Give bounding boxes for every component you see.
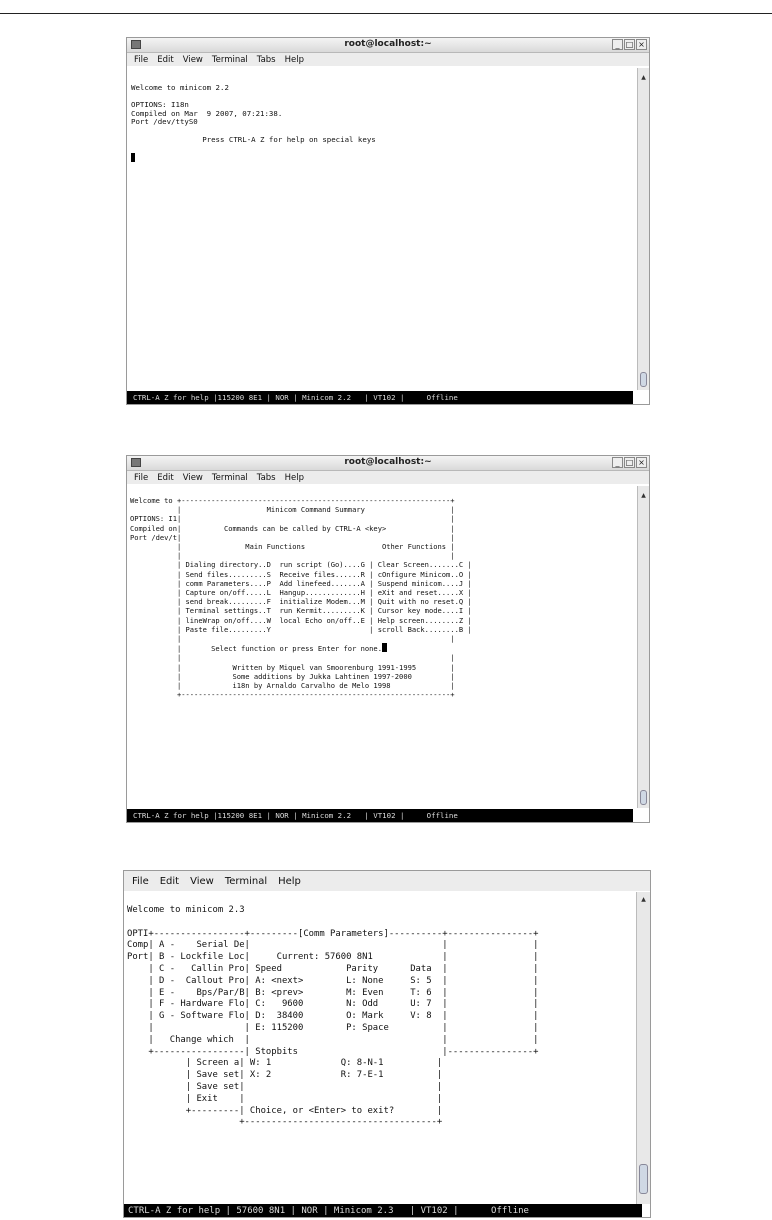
close-icon[interactable]: × [636, 39, 647, 50]
status-bar: CTRL-A Z for help |115200 8E1 | NOR | Minicom 2.2 | VT102 | Offline [127, 809, 633, 822]
status-bar: CTRL-A Z for help |115200 8E1 | NOR | Minicom 2.2 | VT102 | Offline [127, 391, 633, 404]
menu-bar [127, 471, 649, 484]
menu-file[interactable]: File [134, 54, 149, 65]
close-icon[interactable]: × [636, 457, 647, 468]
scroll-up-icon[interactable]: ▲ [641, 896, 646, 903]
window-title: root@localhost:~ [344, 457, 432, 467]
minimize-icon[interactable]: _ [612, 39, 623, 50]
menu-edit[interactable]: Edit [159, 875, 180, 887]
menu-terminal[interactable]: Terminal [211, 54, 248, 65]
menu-view[interactable]: View [182, 54, 203, 65]
scrollbar[interactable] [636, 892, 650, 1204]
terminal-window-3 [123, 870, 651, 1218]
menu-bar [127, 53, 649, 66]
menu-help[interactable]: Help [284, 472, 305, 483]
text-cursor [131, 153, 135, 162]
terminal-output[interactable] [124, 892, 636, 1202]
menu-terminal[interactable]: Terminal [224, 875, 268, 887]
comm-parameters-text: Welcome to minicom 2.3 OPTI+-----------------+---------[Comm Parameters]----------+----------------+ Comp| A - Serial De| | | Port| B - Lockfile Loc| Current: 57600 8N1 | | | C - Callin Pro| Speed Parity Data | | | D - Callout Pro| A: <next> L: None S: 5 | | | E - Bps/Par/B| B: <prev> M: Even T: 6 | | | F - Hardware Flo| C: 9600 N: Odd U: 7 | | | G - Software Flo| D: 38400 O: Mark V: 8 | | | | E: 115200 P: Space | | | Change which | | | +-----------------| Stopbits |----------------+ | Screen a| W: 1 Q: 8-N-1 | | Save set| X: 2 R: 7-E-1 | | Save set| | | Exit | | +---------| Choice, or <Enter> to exit? | +------------------------------------+ [127, 905, 539, 1128]
menu-terminal[interactable]: Terminal [211, 472, 248, 483]
command-summary-tail: | | | Written by Miquel van Smoorenburg 1991-1995 | | Some additions by Jukka Lahtinen 1997-2000 | | i18n by Arnaldo Carvalho de Melo 1998 | +---------------------------------------------------------------+ [176, 653, 455, 700]
menu-tabs[interactable]: Tabs [256, 54, 276, 65]
scroll-up-icon[interactable]: ▲ [641, 492, 646, 499]
scroll-thumb[interactable] [640, 372, 647, 387]
title-bar[interactable] [127, 38, 649, 53]
menu-view[interactable]: View [182, 472, 203, 483]
text-cursor [382, 643, 387, 652]
maximize-icon[interactable]: □ [625, 458, 634, 467]
title-bar[interactable] [127, 456, 649, 471]
minimize-icon[interactable]: _ [612, 457, 623, 468]
terminal-window-1 [126, 37, 650, 405]
menu-tabs[interactable]: Tabs [256, 472, 276, 483]
menu-view[interactable]: View [190, 875, 214, 887]
scrollbar[interactable] [637, 68, 649, 390]
scroll-thumb[interactable] [639, 1164, 648, 1194]
menu-help[interactable]: Help [284, 54, 305, 65]
menu-bar [124, 871, 650, 891]
terminal-text: Welcome to minicom 2.2 OPTIONS: I18n Compiled on Mar 9 2007, 07:21:38. Port /dev/ttyS0 Press CTRL-A Z for help on special keys [131, 83, 376, 144]
terminal-output[interactable] [127, 486, 637, 808]
window-title: root@localhost:~ [344, 39, 432, 49]
status-bar: CTRL-A Z for help | 57600 8N1 | NOR | Minicom 2.3 | VT102 | Offline [124, 1204, 642, 1218]
scroll-thumb[interactable] [640, 790, 647, 805]
scrollbar[interactable] [637, 486, 649, 808]
scroll-up-icon[interactable]: ▲ [641, 74, 646, 81]
terminal-window-2 [126, 455, 650, 823]
maximize-icon[interactable]: □ [625, 40, 634, 49]
command-summary-text: Welcome to +---------------------------------------------------------------+ | Minicom Command Summary | OPTIONS: I1| | Compiled on| Commands can be called by CTRL-A <key> | Port /dev/t| | | Main Functions Other Functions | | | | Dialing directory..D run script (Go)....G | Clear Screen.......C | | Send files.........S Receive files......R | cOnfigure Minicom..O | | comm Parameters....P Add linefeed.......A | Suspend minicom....J | | Capture on/off.....L Hangup.............H | eXit and reset.....X | | send break.........F initialize Modem...M | Quit with no reset.Q | | Terminal settings..T run Kermit.........K | Cursor key mode....I | | lineWrap on/off....W local Echo on/off..E | Help screen........Z | | Paste file.........Y | scroll Back........B | | | | Select function or press Enter for none. [130, 496, 472, 654]
page-top-rule [0, 13, 772, 14]
menu-help[interactable]: Help [278, 875, 301, 887]
terminal-output[interactable] [127, 68, 637, 390]
menu-file[interactable]: File [132, 875, 149, 887]
menu-edit[interactable]: Edit [157, 472, 174, 483]
menu-file[interactable]: File [134, 472, 149, 483]
menu-edit[interactable]: Edit [157, 54, 174, 65]
